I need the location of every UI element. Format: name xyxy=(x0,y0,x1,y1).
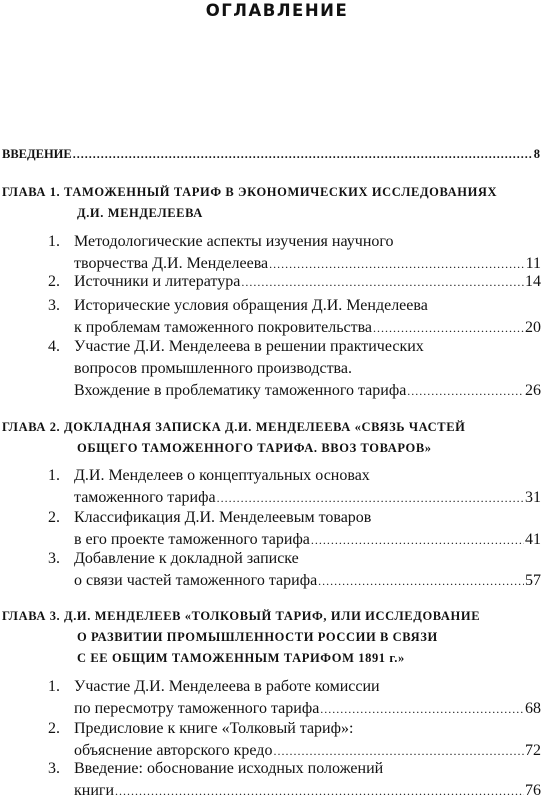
entry-number: 2. xyxy=(48,509,60,526)
toc-entry[interactable] xyxy=(48,336,541,402)
toc-entry-intro[interactable] xyxy=(2,147,540,162)
chapter-heading-1[interactable] xyxy=(2,182,532,224)
entry-title-line2: к проблемам таможенного покровительства xyxy=(74,319,373,336)
entry-title-line1: Классификация Д.И. Менделеевым товаров xyxy=(74,509,372,526)
entry-title-line2: в его проекте таможенного тарифа xyxy=(74,531,310,548)
entry-number: 3. xyxy=(48,297,60,314)
chapter-heading-2[interactable] xyxy=(2,417,532,459)
toc-entry[interactable] xyxy=(48,271,541,293)
entry-page: 76 xyxy=(525,782,541,799)
entry-title-line1: Предисловие к книге «Толковый тариф»: xyxy=(74,720,354,737)
entry-title-line2: Вхождение в проблематику таможенного тарифа xyxy=(74,382,407,399)
entry-title-line2: о связи частей таможенного тарифа xyxy=(74,572,318,589)
entry-title-line1b: вопросов промышленного производства. xyxy=(74,360,352,377)
entry-title-line1: Исторические условия обращения Д.И. Менделеева xyxy=(74,297,428,314)
entry-number: 3. xyxy=(48,760,60,777)
entry-title-line2: творчества Д.И. Менделеева xyxy=(74,255,269,272)
entry-number: 3. xyxy=(48,550,60,567)
entry-title-line1: Добавление к докладной записке xyxy=(74,550,299,567)
entry-page: 20 xyxy=(525,319,541,336)
toc-entry[interactable] xyxy=(48,231,541,275)
entry-label: ВВЕДЕНИЕ xyxy=(2,147,72,161)
entry-title-line1: Д.И. Менделеев о концептуальных основах xyxy=(74,467,370,484)
entry-title-line1: Участие Д.И. Менделеева в работе комиссии xyxy=(74,678,380,695)
entry-number: 1. xyxy=(48,467,60,484)
entry-title-line2: таможенного тарифа xyxy=(74,489,216,506)
entry-title-line1: Введение: обоснование исходных положений xyxy=(74,760,384,777)
entry-page: 41 xyxy=(525,531,541,548)
toc-entry[interactable] xyxy=(48,295,541,339)
entry-title-line2: объяснение авторского кредо xyxy=(74,742,273,759)
entry-title-line2: Источники и литература xyxy=(74,273,241,290)
entry-title-line2: книги xyxy=(74,782,115,799)
chapter-title-line2: О РАЗВИТИИ ПРОМЫШЛЕННОСТИ РОССИИ В СВЯЗИ xyxy=(77,630,438,644)
page-title: ОГЛАВЛЕНИЕ xyxy=(205,1,349,20)
entry-number: 2. xyxy=(48,273,60,290)
chapter-title-line3: С ЕЕ ОБЩИМ ТАМОЖЕННЫМ ТАРИФОМ 1891 г.» xyxy=(77,651,405,665)
entry-page: 14 xyxy=(525,273,541,290)
entry-page: 11 xyxy=(525,255,541,272)
toc-entry[interactable] xyxy=(48,676,541,720)
toc-entry[interactable] xyxy=(48,758,541,802)
toc-entry[interactable] xyxy=(48,507,541,551)
dot-leader xyxy=(115,780,524,802)
dot-leader xyxy=(217,487,524,509)
dot-leader xyxy=(73,147,533,162)
entry-page: 57 xyxy=(525,572,541,589)
entry-page: 72 xyxy=(525,742,541,759)
entry-number: 1. xyxy=(48,678,60,695)
entry-page: 68 xyxy=(525,700,541,717)
toc-entry[interactable] xyxy=(48,548,541,592)
dot-leader xyxy=(318,570,524,592)
chapter-title-line1: ГЛАВА 3. Д.И. МЕНДЕЛЕЕВ «ТОЛКОВЫЙ ТАРИФ, ИЛИ ИССЛЕДОВАНИЕ xyxy=(2,609,481,623)
entry-title-line1: Участие Д.И. Менделеева в решении практических xyxy=(74,338,424,355)
entry-number: 4. xyxy=(48,338,60,355)
toc-entry[interactable] xyxy=(48,718,541,762)
dot-leader xyxy=(241,271,524,293)
entry-page: 26 xyxy=(525,382,541,399)
chapter-title-line1: ГЛАВА 1. ТАМОЖЕННЫЙ ТАРИФ В ЭКОНОМИЧЕСКИХ ИССЛЕДОВАНИЯХ xyxy=(2,185,498,199)
chapter-title-line2: ОБЩЕГО ТАМОЖЕННОГО ТАРИФА. ВВОЗ ТОВАРОВ» xyxy=(77,441,432,455)
chapter-title-line1: ГЛАВА 2. ДОКЛАДНАЯ ЗАПИСКА Д.И. МЕНДЕЛЕЕВА «СВЯЗЬ ЧАСТЕЙ xyxy=(2,420,466,434)
toc-entry[interactable] xyxy=(48,465,541,509)
entry-page: 31 xyxy=(525,489,541,506)
chapter-title-line2: Д.И. МЕНДЕЛЕЕВА xyxy=(77,206,203,220)
dot-leader xyxy=(320,698,524,720)
entry-number: 2. xyxy=(48,720,60,737)
entry-number: 1. xyxy=(48,233,60,250)
entry-title-line2: по пересмотру таможенного тарифа xyxy=(74,700,320,717)
dot-leader xyxy=(407,380,524,402)
entry-page: 8 xyxy=(533,147,540,161)
chapter-heading-3[interactable] xyxy=(2,606,532,669)
entry-title-line1: Методологические аспекты изучения научного xyxy=(74,233,394,250)
